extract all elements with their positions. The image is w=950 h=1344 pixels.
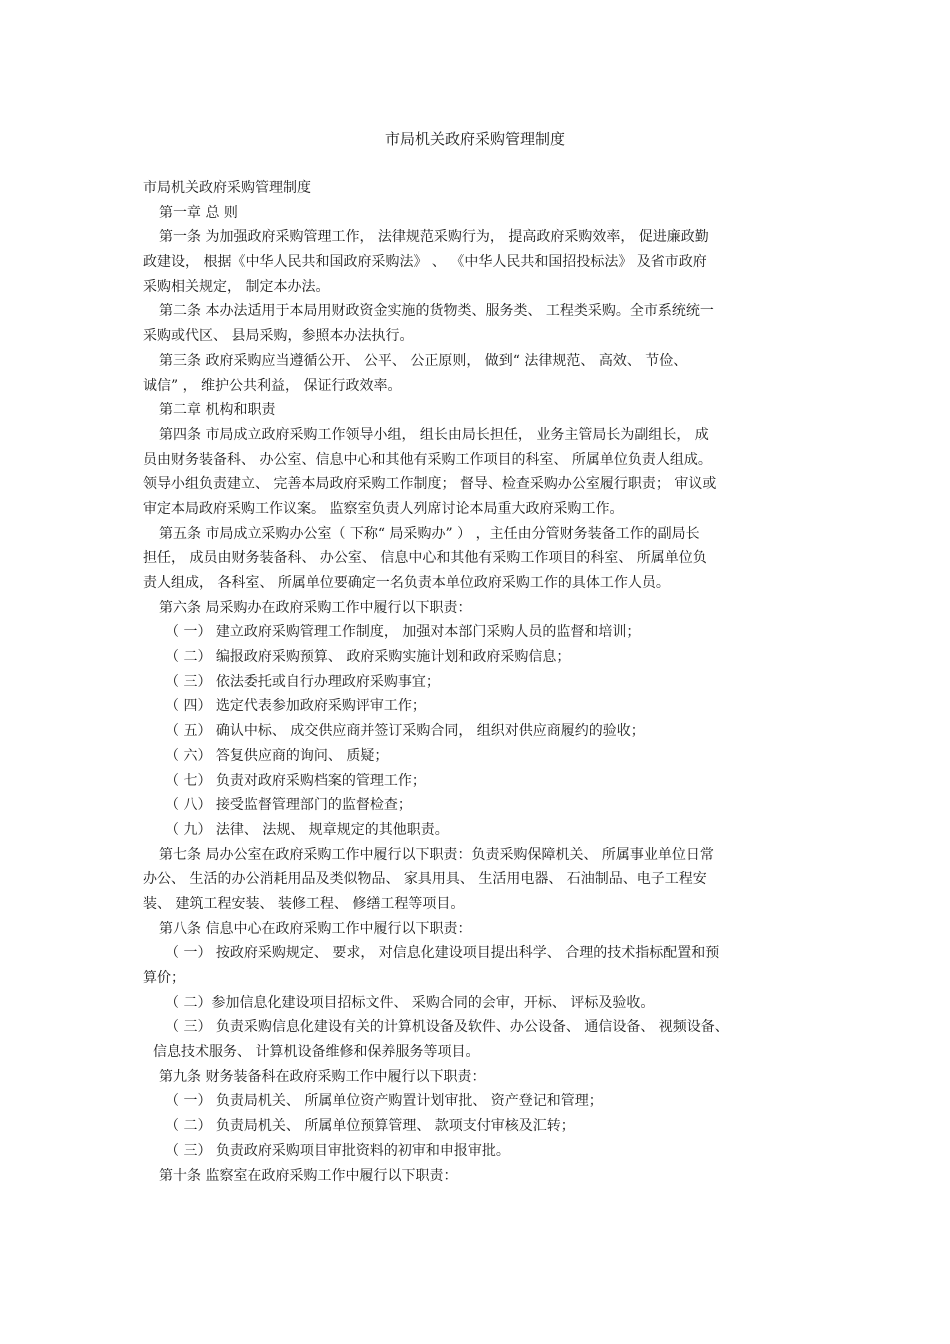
text-line: 第五条 市局成立采购办公室（ 下称“ 局采购办” ） ，主任由分管财务装备工作的副局长 <box>159 525 700 542</box>
text-line: （ 三） 负责政府采购项目审批资料的初审和申报审批。 <box>165 1142 510 1159</box>
text-line: （ 六） 答复供应商的询问、 质疑； <box>165 747 389 764</box>
text-line: 政建设， 根据《中华人民共和国政府采购法》 、 《中华人民共和国招投标法》 及省市政府 <box>143 254 707 271</box>
text-line: 市局机关政府采购管理制度 <box>143 180 311 196</box>
text-line: 诚信” ， 维护公共利益， 保证行政效率。 <box>143 377 402 394</box>
text-line: （ 三） 负责采购信息化建设有关的计算机设备及软件、办公设备、 通信设备、 视频设备、 <box>165 1019 729 1036</box>
text-line: （ 一） 按政府采购规定、 要求， 对信息化建设项目提出科学、 合理的技术指标配置和预 <box>165 945 720 962</box>
text-line: 采购或代区、 县局采购，参照本办法执行。 <box>143 328 414 345</box>
text-line: （ 一） 负责局机关、 所属单位资产购置计划审批、 资产登记和管理； <box>165 1093 603 1110</box>
text-line: （ 三） 依法委托或自行办理政府采购事宜； <box>165 673 440 690</box>
text-line: （ 九） 法律、 法规、 规章规定的其他职责。 <box>165 821 449 838</box>
text-line: （ 一） 建立政府采购管理工作制度， 加强对本部门采购人员的监督和培训； <box>165 624 641 641</box>
text-line: （ 七） 负责对政府采购档案的管理工作； <box>165 772 426 789</box>
document-title: 市局机关政府采购管理制度 <box>384 130 565 148</box>
text-line: 采购相关规定， 制定本办法。 <box>143 278 330 295</box>
text-line: 责人组成， 各科室、 所属单位要确定一名负责本单位政府采购工作的具体工作人员。 <box>143 575 670 591</box>
text-line: 第二条 本办法适用于本局用财政资金实施的货物类、服务类、 工程类采购。全市系统统一 <box>159 303 714 320</box>
text-line: 办公、 生活的办公消耗用品及类似物品、 家具用具、 生活用电器、 石油制品、电子工程安 <box>143 871 707 888</box>
text-line: 第一章 总 则 <box>159 204 238 221</box>
text-line: 领导小组负责建立、 完善本局政府采购工作制度； 督导、检查采购办公室履行职责； 审议或 <box>143 476 717 493</box>
text-line: 第二章 机构和职责 <box>159 402 276 419</box>
text-line: （ 二） 负责局机关、 所属单位预算管理、 款项支付审核及汇转； <box>165 1118 575 1135</box>
text-line: 第七条 局办公室在政府采购工作中履行以下职责：负责采购保障机关、 所属事业单位日常 <box>159 846 714 863</box>
text-line: 算价； <box>143 970 185 986</box>
text-line: 担任， 成员由财务装备科、 办公室、 信息中心和其他有采购工作项目的科室、 所属单位负 <box>143 550 707 567</box>
text-line: 审定本局政府采购工作议案。 监察室负责人列席讨论本局重大政府采购工作。 <box>143 500 624 517</box>
text-line: 信息技术服务、 计算机设备维修和保养服务等项目。 <box>153 1044 480 1061</box>
text-line: （ 五） 确认中标、 成交供应商并签订采购合同， 组织对供应商履约的验收； <box>165 723 645 740</box>
text-line: （ 二） 编报政府采购预算、 政府采购实施计划和政府采购信息； <box>165 649 571 666</box>
text-line: （ 八） 接受监督管理部门的监督检查； <box>165 797 412 814</box>
document-body <box>143 176 810 1188</box>
text-line: 第三条 政府采购应当遵循公开、 公平、 公正原则， 做到“ 法律规范、 高效、 节俭、 <box>159 352 688 369</box>
text-line: 第六条 局采购办在政府采购工作中履行以下职责： <box>159 599 472 616</box>
text-line: 第十条 监察室在政府采购工作中履行以下职责： <box>159 1167 458 1184</box>
text-line: （ 二）参加信息化建设项目招标文件、 采购合同的会审，开标、 评标及验收。 <box>165 994 655 1011</box>
text-line: 员由财务装备科、 办公室、信息中心和其他有采购工作项目的科室、 所属单位负责人组成。 <box>143 451 712 468</box>
text-line: （ 四） 选定代表参加政府采购评审工作； <box>165 698 426 715</box>
text-line: 第九条 财务装备科在政府采购工作中履行以下职责： <box>159 1068 486 1085</box>
text-line: 第一条 为加强政府采购管理工作， 法律规范采购行为， 提高政府采购效率， 促进廉政勤 <box>159 229 709 246</box>
text-line: 第四条 市局成立政府采购工作领导小组， 组长由局长担任， 业务主管局长为副组长， 成 <box>159 426 709 443</box>
text-line: 第八条 信息中心在政府采购工作中履行以下职责： <box>159 920 472 937</box>
text-line: 装、 建筑工程安装、 装修工程、 修缮工程等项目。 <box>143 895 465 912</box>
